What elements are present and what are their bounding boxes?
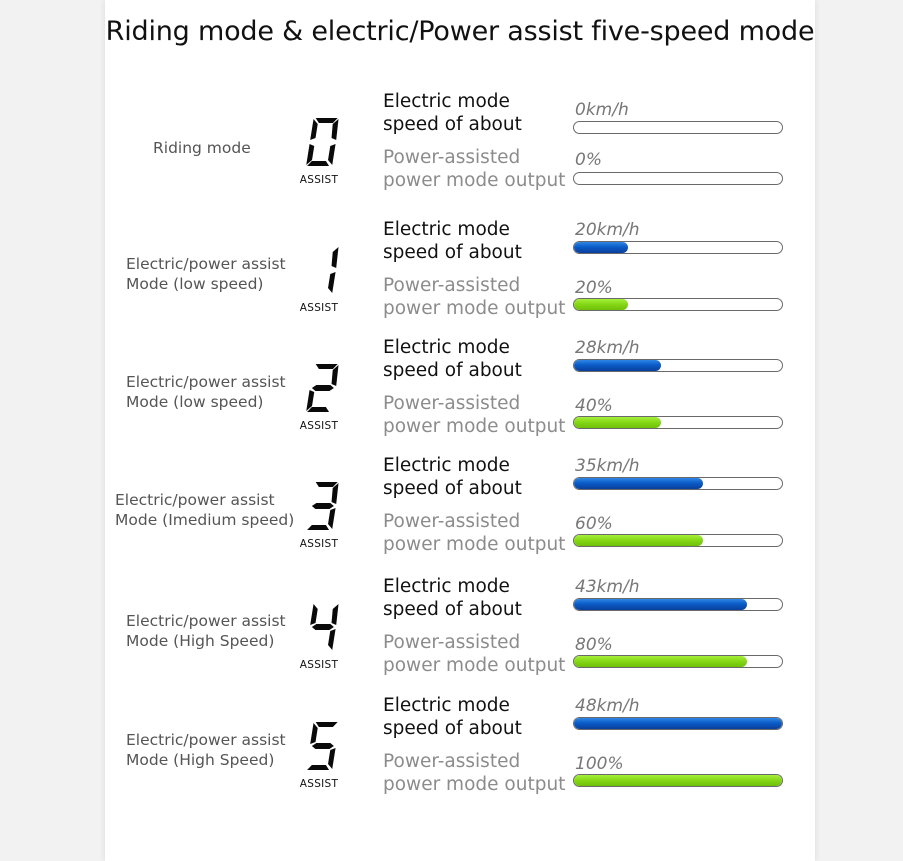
- power-assist-line1: Power-assisted: [383, 511, 521, 532]
- power-assist-label: [383, 631, 565, 677]
- mode-label-line1: Electric/power assist: [115, 491, 275, 509]
- assist-label: ASSIST: [299, 778, 339, 790]
- speed-bar: [573, 598, 783, 611]
- electric-mode-line2: speed of about: [383, 599, 522, 620]
- electric-mode-line1: Electric mode: [383, 576, 510, 597]
- mode-row: [105, 88, 815, 208]
- mode-label-line1: Electric/power assist: [126, 255, 286, 273]
- power-value: 0%: [575, 150, 602, 170]
- mode-label-line1: Riding mode: [153, 139, 251, 157]
- mode-row: [105, 216, 815, 336]
- speed-bar-fill: [574, 599, 747, 610]
- info-card: [105, 0, 815, 861]
- power-value: 40%: [575, 396, 613, 416]
- power-assist-line1: Power-assisted: [383, 147, 521, 168]
- power-assist-label: [383, 274, 565, 320]
- power-assist-line2: power mode output: [383, 298, 566, 319]
- assist-level-digit-icon: [297, 362, 347, 416]
- power-assist-line2: power mode output: [383, 655, 566, 676]
- speed-bar: [573, 121, 783, 134]
- power-value: 100%: [575, 754, 624, 774]
- speed-bar: [573, 477, 783, 490]
- power-assist-line2: power mode output: [383, 534, 566, 555]
- speed-value: 0km/h: [575, 100, 629, 120]
- power-assist-label: [383, 146, 565, 192]
- mode-label-line2: Mode (low speed): [126, 275, 264, 293]
- speed-value: 28km/h: [575, 338, 640, 358]
- assist-level-digit-icon: [297, 244, 347, 298]
- mode-label-line1: Electric/power assist: [126, 612, 286, 630]
- power-assist-line1: Power-assisted: [383, 632, 521, 653]
- mode-label: [126, 254, 286, 294]
- speed-value: 43km/h: [575, 577, 640, 597]
- assist-label: ASSIST: [299, 420, 339, 432]
- speed-value: 48km/h: [575, 696, 640, 716]
- power-assist-line1: Power-assisted: [383, 393, 521, 414]
- power-assist-line2: power mode output: [383, 416, 566, 437]
- power-bar: [573, 655, 783, 668]
- electric-mode-label: [383, 218, 522, 264]
- mode-row: [105, 334, 815, 454]
- power-assist-line2: power mode output: [383, 170, 566, 191]
- mode-label-line2: Mode (low speed): [126, 393, 264, 411]
- mode-label-line2: Mode (High Speed): [126, 751, 275, 769]
- mode-label: [126, 372, 286, 412]
- assist-level-digit-icon: [297, 601, 347, 655]
- page-title: Riding mode & electric/Power assist five-speed mode: [105, 16, 815, 47]
- power-value: 80%: [575, 635, 613, 655]
- speed-bar-fill: [574, 242, 628, 253]
- speed-bar-fill: [574, 718, 782, 729]
- power-value: 60%: [575, 514, 613, 534]
- mode-label: [126, 611, 286, 651]
- power-bar: [573, 534, 783, 547]
- power-assist-line1: Power-assisted: [383, 275, 521, 296]
- speed-bar: [573, 359, 783, 372]
- mode-label-line2: Mode (Imedium speed): [115, 511, 295, 529]
- mode-label-line2: Mode (High Speed): [126, 632, 275, 650]
- speed-bar-fill: [574, 478, 703, 489]
- speed-bar: [573, 241, 783, 254]
- electric-mode-line1: Electric mode: [383, 455, 510, 476]
- power-assist-label: [383, 510, 565, 556]
- mode-label: [153, 138, 251, 158]
- electric-mode-line1: Electric mode: [383, 219, 510, 240]
- electric-mode-line2: speed of about: [383, 114, 522, 135]
- electric-mode-line2: speed of about: [383, 478, 522, 499]
- power-bar: [573, 416, 783, 429]
- power-bar: [573, 172, 783, 185]
- assist-level-digit-icon: [297, 116, 347, 170]
- assist-label: ASSIST: [299, 659, 339, 671]
- assist-level-digit-icon: [297, 480, 347, 534]
- power-bar-fill: [574, 417, 661, 428]
- power-bar: [573, 298, 783, 311]
- assist-label: ASSIST: [299, 538, 339, 550]
- mode-row: [105, 692, 815, 812]
- electric-mode-label: [383, 454, 522, 500]
- power-value: 20%: [575, 278, 613, 298]
- power-bar-fill: [574, 775, 782, 786]
- power-bar-fill: [574, 535, 703, 546]
- mode-row: [105, 452, 815, 572]
- electric-mode-line2: speed of about: [383, 360, 522, 381]
- power-bar-fill: [574, 656, 747, 667]
- speed-bar-fill: [574, 360, 661, 371]
- electric-mode-line2: speed of about: [383, 718, 522, 739]
- speed-value: 20km/h: [575, 220, 640, 240]
- power-bar: [573, 774, 783, 787]
- speed-bar: [573, 717, 783, 730]
- power-assist-label: [383, 750, 565, 796]
- power-assist-line1: Power-assisted: [383, 751, 521, 772]
- assist-label: ASSIST: [299, 174, 339, 186]
- mode-row: [105, 573, 815, 693]
- electric-mode-line2: speed of about: [383, 242, 522, 263]
- electric-mode-line1: Electric mode: [383, 337, 510, 358]
- electric-mode-label: [383, 90, 522, 136]
- electric-mode-label: [383, 336, 522, 382]
- assist-level-digit-icon: [297, 720, 347, 774]
- power-assist-line2: power mode output: [383, 774, 566, 795]
- mode-label: [115, 490, 294, 530]
- electric-mode-line1: Electric mode: [383, 695, 510, 716]
- mode-label-line1: Electric/power assist: [126, 373, 286, 391]
- electric-mode-label: [383, 575, 522, 621]
- speed-value: 35km/h: [575, 456, 640, 476]
- assist-label: ASSIST: [299, 302, 339, 314]
- power-assist-label: [383, 392, 565, 438]
- electric-mode-line1: Electric mode: [383, 91, 510, 112]
- electric-mode-label: [383, 694, 522, 740]
- power-bar-fill: [574, 299, 628, 310]
- mode-label: [126, 730, 286, 770]
- mode-label-line1: Electric/power assist: [126, 731, 286, 749]
